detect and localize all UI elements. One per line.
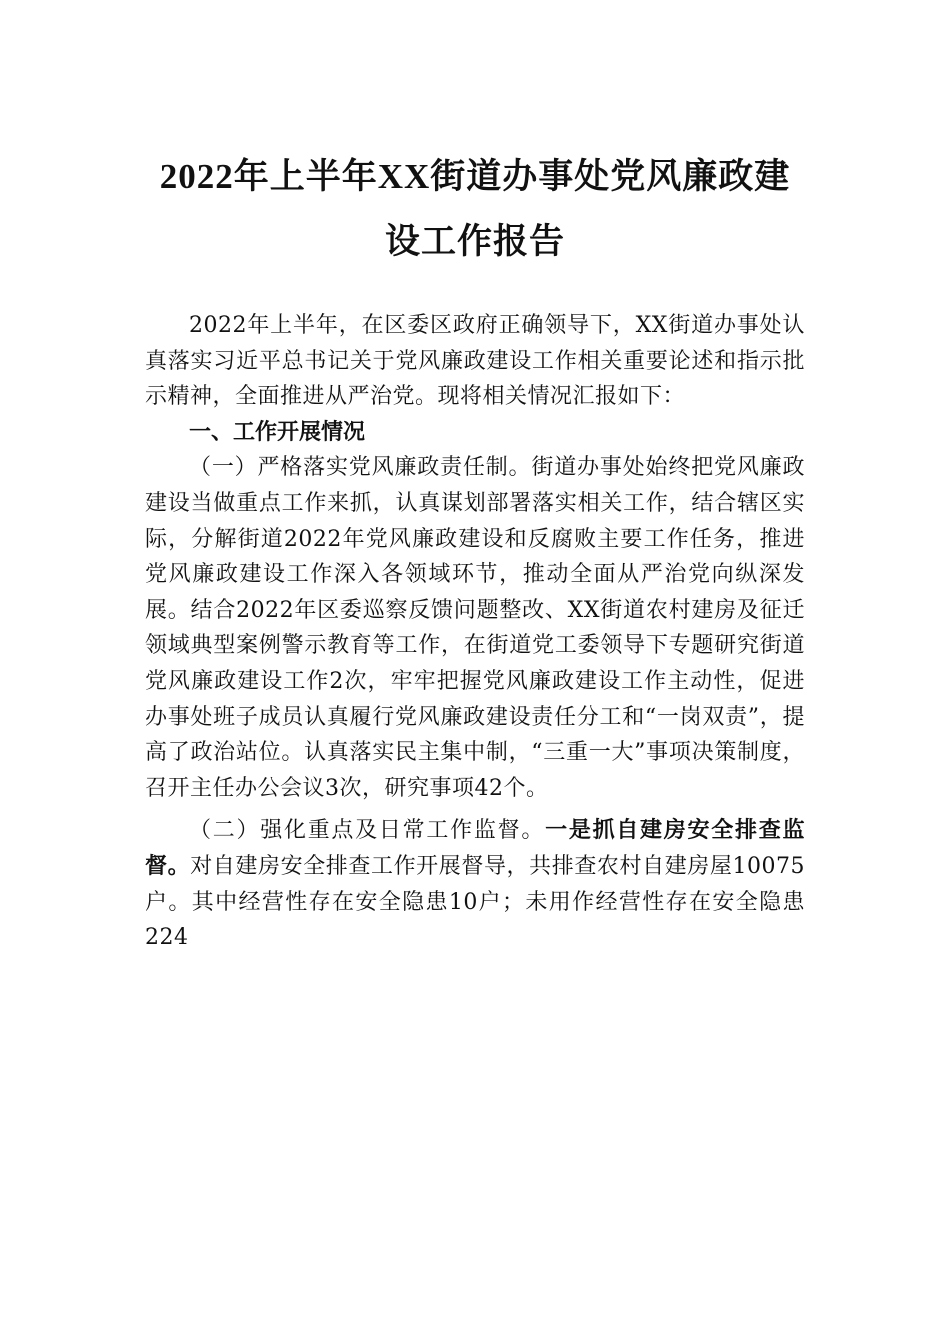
subsection-2-bold-point: 一是抓自建房安全排查监督。 [145,817,805,879]
subsection-2-body: 对自建房安全排查工作开展督导，共排查农村自建房屋10075户。其中经营性存在安全隐患10户；未用作经营性存在安全隐患224 [145,853,805,951]
subsection-1-body: 街道办事处始终把党风廉政建设当做重点工作来抓，认真谋划部署落实相关工作，结合辖区实际，分解街道2022年党风廉政建设和反腐败主要工作任务，推进党风廉政建设工作深入各领域环节，推动全面从严治党向纵深发展。结合2022年区委巡察反馈问题整改、XX街道农村建房及征迁领域典型案例警示教育等工作，在街道党工委领导下专题研究街道党风廉政建设工作2次，牢牢把握党风廉政建设工作主动性，促进办事处班子成员认真履行党风廉政建设责任分工和“一岗双责”，提高了政治站位。认真落实民主集中制，“三重一大”事项决策制度，召开主任办公会议3次，研究事项42个。 [145,455,805,801]
subsection-1-lead: （一）严格落实党风廉政责任制。 [189,455,532,481]
document-title-line-2: 设工作报告 [384,222,565,261]
subsection-2-paragraph [145,813,805,955]
section-1-heading: 一、工作开展情况 [189,419,366,445]
subsection-2-lead: （二）强化重点及日常工作监督。 [189,818,546,844]
document-body [145,308,805,956]
subsection-1-paragraph [145,450,805,806]
document-title-line-1: 2022年上半年XX街道办事处党风廉政建 [159,157,791,196]
intro-paragraph: 2022年上半年，在区委区政府正确领导下，XX街道办事处认真落实习近平总书记关于党风廉政建设工作相关重要论述和指示批示精神，全面推进从严治党。现将相关情况汇报如下： [145,313,805,410]
